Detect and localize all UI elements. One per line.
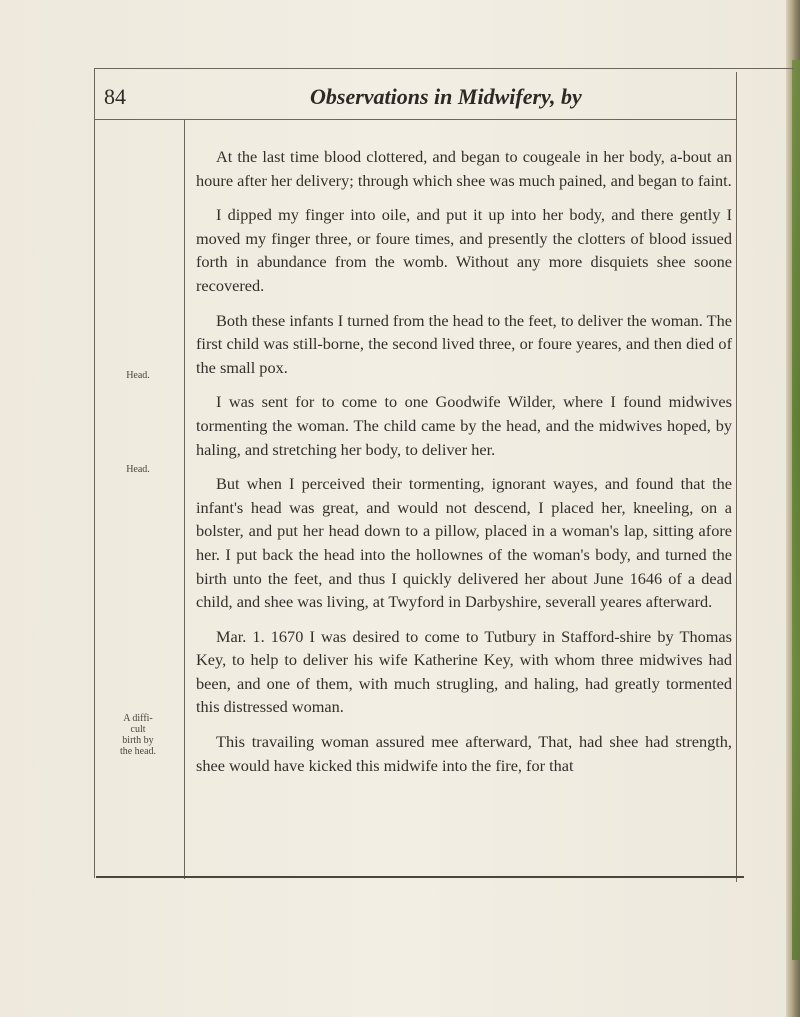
paragraph: Both these infants I turned from the head to the feet, to deliver the woman. The first child was still-borne, the second lived three, or foure yeares, and then died of the small pox. [196, 310, 732, 377]
margin-column-divider [184, 119, 185, 879]
paragraph: I dipped my finger into oile, and put it up into her body, and there gently I moved my finger three, or foure times, and presently the clotters of blood issued forth in abundance from the womb. Without any more disquiets shee soone recovered. [196, 205, 732, 295]
margin-note-head-2: Head. [126, 464, 150, 475]
frame-top-rule [94, 68, 794, 69]
cover-edge [792, 60, 800, 960]
paragraph: I was sent for to come to one Goodwife Wilder, where I found midwives tormenting the woman. The child came by the head, and the midwives hoped, by haling, and stretching her body, to deliver her. [196, 392, 732, 459]
paragraph: At the last time blood clottered, and began to cougeale in her body, a-bout an houre after her delivery; through which shee was much pained, and began to faint. [196, 147, 732, 190]
frame-bottom-rule [96, 876, 744, 878]
margin-note-line: the head. [119, 746, 157, 757]
paragraph: But when I perceived their tormenting, ignorant wayes, and found that the infant's head was great, and would not descend, I placed her, kneeling, on a bolster, and put her head down to a pillow, placed in a woman's lap, sitting afore her. I put back the head into the hollownes of the woman's body, and turned the birth unto the feet, and thus I quickly delivered her about June 1646 of a dead child, and shee was living, at Twyford in Darbyshire, severall yeares afterward. [196, 474, 732, 612]
margin-note-line: birth by [122, 735, 154, 746]
margin-note-line: A diffi- [123, 713, 153, 724]
paragraph: This travailing woman assured mee afterward, That, had shee had strength, shee would have kicked this midwife into the fire, for that [196, 732, 732, 775]
header-rule [94, 119, 736, 120]
page-number: 84 [104, 84, 126, 109]
running-title: Observations in Midwifery, by [310, 84, 582, 109]
frame-right-rule [736, 72, 737, 882]
margin-note-line: cult [130, 724, 146, 735]
body-text [196, 145, 732, 788]
frame-left-rule [94, 68, 95, 878]
margin-note-head-1: Head. [126, 370, 150, 381]
paragraph: Mar. 1. 1670 I was desired to come to Tutbury in Stafford-shire by Thomas Key, to help to deliver his wife Katherine Key, with whom three midwives had been, and one of them, with much strugling, and haling, had greatly tormented this distressed woman. [196, 626, 732, 717]
margin-note-difficult-birth [96, 713, 180, 757]
